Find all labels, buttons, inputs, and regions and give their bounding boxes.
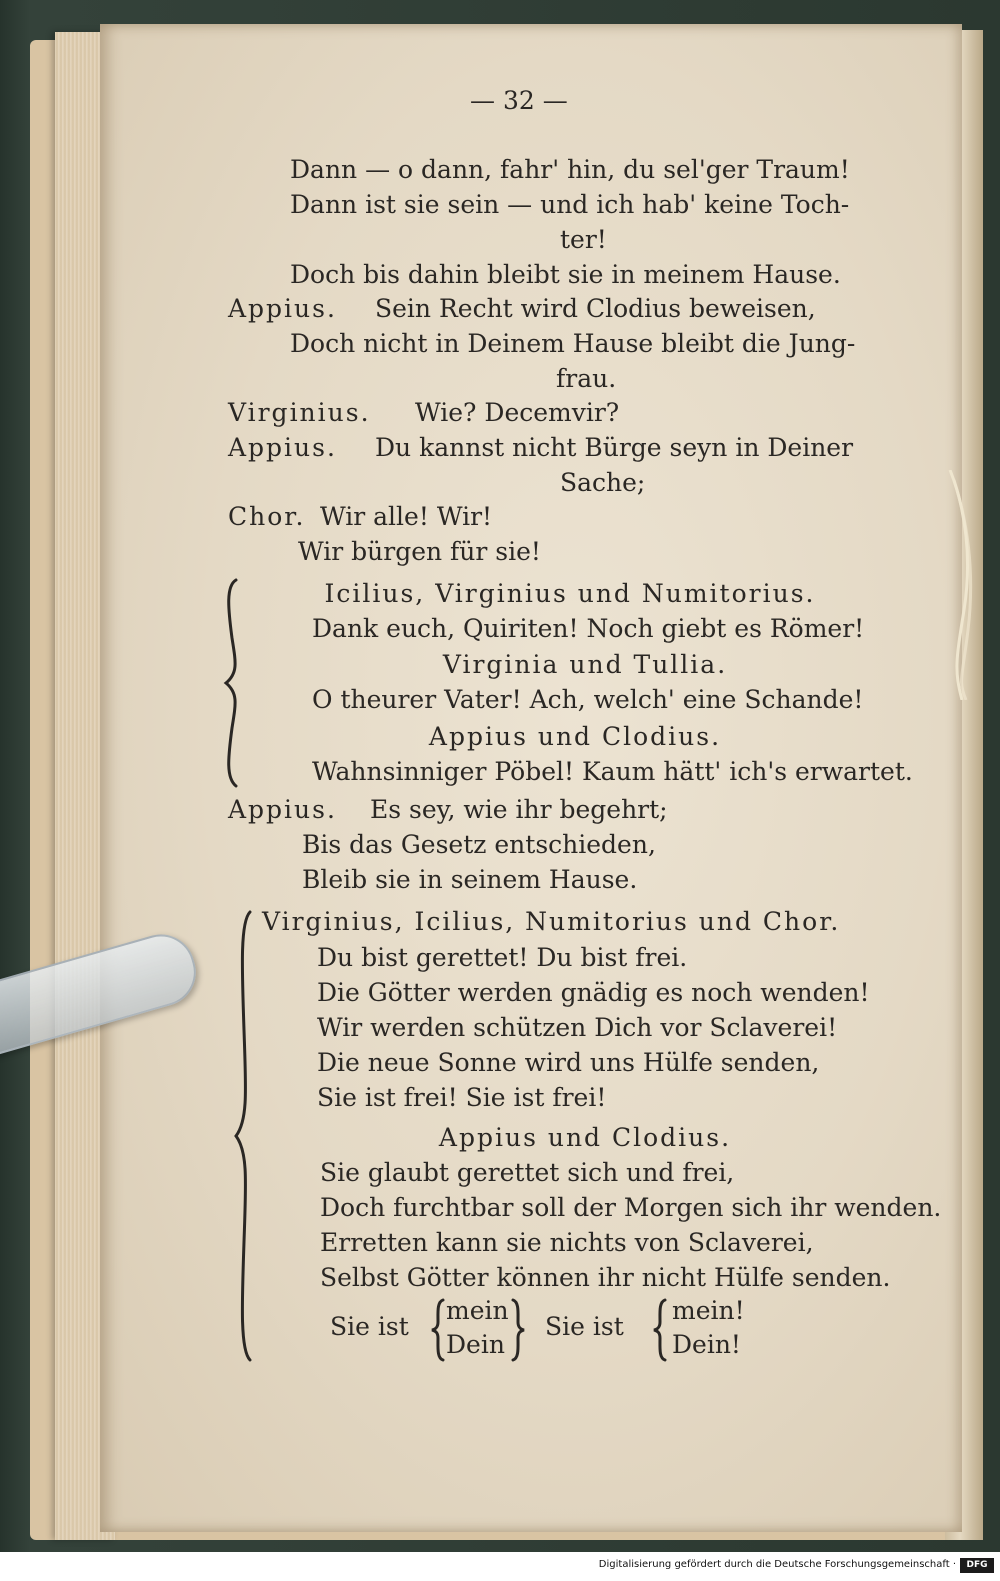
text-line: Doch bis dahin bleibt sie in meinem Hause. <box>290 260 841 289</box>
text-line: Bis das Gesetz entschieden, <box>302 830 656 859</box>
text-line: Dank euch, Quiriten! Noch giebt es Römer! <box>312 614 865 643</box>
speaker-name: Appius. <box>228 294 337 323</box>
digitization-footer <box>0 1552 1000 1581</box>
speaker-name: Virginia und Tullia. <box>442 650 728 679</box>
text-line: Wir werden schützen Dich vor Sclaverei! <box>317 1013 838 1042</box>
text-line: Dann — o dann, fahr' hin, du sel'ger Traum! <box>290 155 850 184</box>
speaker-name: Icilius, Virginius und Numitorius. <box>324 579 816 608</box>
text-line: Wir alle! Wir! <box>320 502 493 531</box>
text-line: Es sey, wie ihr begehrt; <box>370 795 668 824</box>
text-line: Doch furchtbar soll der Morgen sich ihr wenden. <box>320 1193 942 1222</box>
text-line: Erretten kann sie nichts von Sclaverei, <box>320 1228 814 1257</box>
right-brace <box>510 1298 526 1362</box>
text-line: Bleib sie in seinem Hause. <box>302 865 638 894</box>
left-brace <box>232 910 258 1362</box>
text-line: Die Götter werden gnädig es noch wenden! <box>317 978 870 1007</box>
text-line: Doch nicht in Deinem Hause bleibt die Jung- <box>290 329 856 358</box>
text-line: Sein Recht wird Clodius beweisen, <box>375 294 816 323</box>
text-line: Dann ist sie sein — und ich hab' keine Toch- <box>290 190 850 219</box>
text-line: Wie? Decemvir? <box>415 398 620 427</box>
text-line: Dein! <box>672 1330 741 1359</box>
text-line: mein! <box>672 1296 745 1325</box>
text-line: Sie ist frei! Sie ist frei! <box>317 1083 607 1112</box>
text-line: Selbst Götter können ihr nicht Hülfe senden. <box>320 1263 891 1292</box>
text-line: Wahnsinniger Pöbel! Kaum hätt' ich's erwartet. <box>312 757 913 786</box>
text-line: O theurer Vater! Ach, welch' eine Schande! <box>312 685 864 714</box>
left-brace <box>222 578 248 788</box>
text-line: Sie ist <box>545 1312 624 1341</box>
left-brace <box>652 1298 668 1362</box>
speaker-name: Appius. <box>228 795 337 824</box>
text-line: Wir bürgen für sie! <box>298 537 541 566</box>
speaker-name: Virginius, Icilius, Numitorius und Chor. <box>262 907 841 936</box>
text-line: Du kannst nicht Bürge seyn in Deiner <box>375 433 854 462</box>
speaker-name: Appius. <box>228 433 337 462</box>
dfg-logo: DFG <box>960 1558 994 1573</box>
text-line: Die neue Sonne wird uns Hülfe senden, <box>317 1048 820 1077</box>
speaker-name: Virginius. <box>228 398 371 427</box>
text-line: frau. <box>556 364 617 393</box>
text-line: Sie glaubt gerettet sich und frei, <box>320 1158 735 1187</box>
text-line: Sie ist <box>330 1312 409 1341</box>
text-line: Dein <box>446 1330 505 1359</box>
left-brace <box>430 1298 446 1362</box>
text-line: ter! <box>560 225 607 254</box>
footer-credit: Digitalisierung gefördert durch die Deutsche Forschungsgemeinschaft · <box>598 1559 956 1570</box>
text-line: mein <box>446 1296 509 1325</box>
speaker-name: Appius und Clodius. <box>428 722 722 751</box>
speaker-name: Appius und Clodius. <box>438 1123 732 1152</box>
text-line: Sache; <box>560 468 646 497</box>
speaker-name: Chor. <box>228 502 306 531</box>
page-number: — 32 — <box>470 86 568 115</box>
text-line: Du bist gerettet! Du bist frei. <box>317 943 688 972</box>
